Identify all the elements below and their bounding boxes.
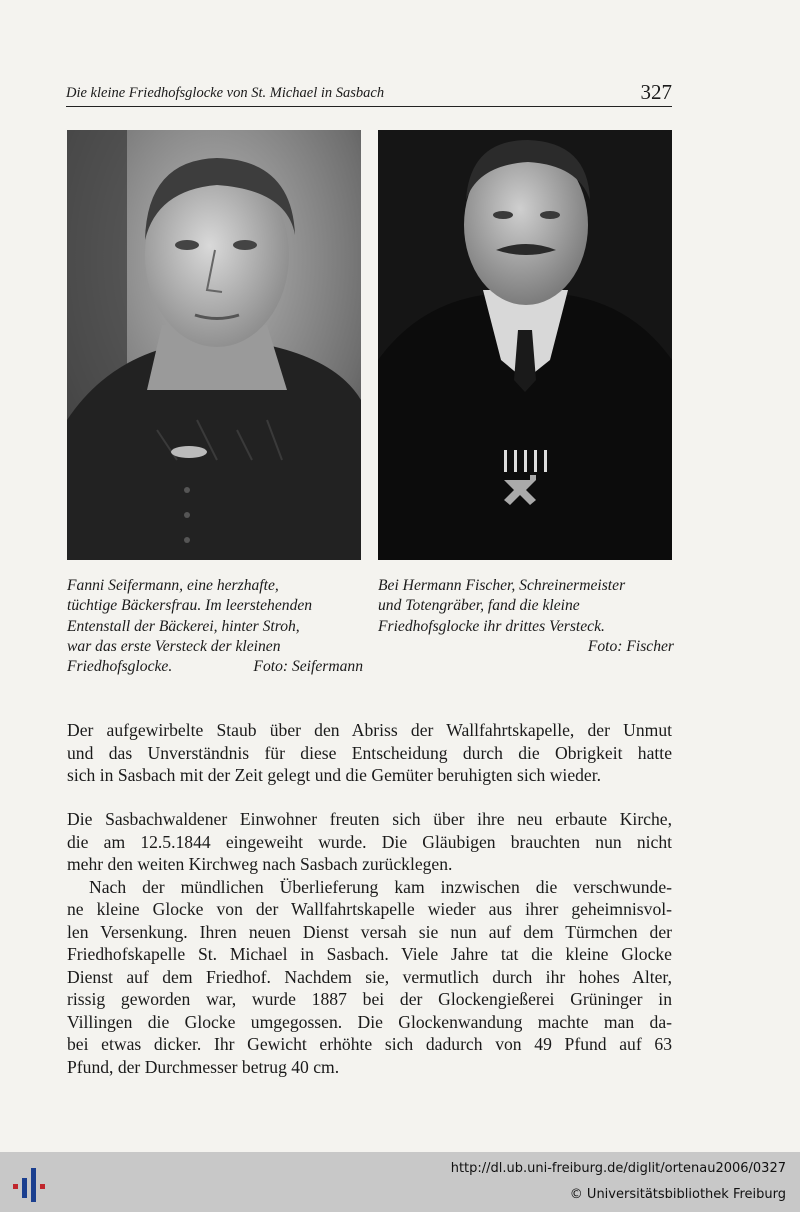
photo-credit: Foto: Fischer — [587, 637, 674, 655]
text-line: len Versenkung. Ihren neuen Dienst versah sie nun auf dem Türmchen der — [67, 921, 672, 942]
text-line: und das Unverständnis für diese Entscheidung durch die Obrigkeit hatte — [67, 742, 672, 763]
caption-line: Friedhofsglocke. — [67, 658, 173, 676]
text-line: die am 12.5.1844 eingeweiht wurde. Die Gläubigen brauchten nun nicht — [67, 831, 672, 852]
running-title: Die kleine Friedhofsglocke von St. Michael in Sasbach — [66, 85, 385, 101]
library-logo-icon — [10, 1162, 52, 1204]
page-number: 327 — [640, 80, 672, 104]
paragraph — [67, 808, 672, 1078]
caption-line: Fanni Seifermann, eine herzhafte, — [67, 577, 279, 594]
text-line: Friedhofskapelle St. Michael in Sasbach. Viele Jahre tat die kleine Glocke — [67, 944, 672, 964]
running-header — [66, 82, 672, 107]
library-footer — [0, 1152, 800, 1212]
caption-line: tüchtige Bäckersfrau. Im leerstehenden — [67, 597, 313, 615]
text-line: Die Sasbachwaldener Einwohner freuten sich über ihre neu erbaute Kirche, — [67, 809, 672, 829]
caption-line: war das erste Versteck der kleinen — [67, 637, 281, 655]
photo-man-portrait — [378, 130, 672, 560]
caption-left — [67, 576, 363, 677]
photo-woman-portrait — [67, 130, 361, 560]
text-line: Der aufgewirbelte Staub über den Abriss der Wallfahrtskapelle, der Unmut — [67, 720, 672, 740]
caption-line: und Totengräber, fand die kleine — [378, 597, 580, 615]
photo-credit: Foto: Seifermann — [253, 658, 363, 676]
text-line: rissig geworden war, wurde 1887 bei der Glockengießerei Grüninger in — [67, 989, 672, 1009]
text-line: sich in Sasbach mit der Zeit gelegt und die Gemüter beruhigten sich wieder. — [67, 765, 602, 785]
caption-line: Entenstall der Bäckerei, hinter Stroh, — [67, 617, 300, 635]
copyright-notice: © Universitätsbibliothek Freiburg — [569, 1187, 786, 1202]
text-line: bei etwas dicker. Ihr Gewicht erhöhte sich dadurch von 49 Pfund auf 63 — [67, 1034, 672, 1054]
text-line: mehr den weiten Kirchweg nach Sasbach zurücklegen. — [67, 854, 453, 874]
text-line: Nach der mündlichen Überlieferung kam inzwischen die verschwunde- — [89, 876, 672, 897]
caption-line: Friedhofsglocke ihr drittes Versteck. — [378, 617, 605, 635]
caption-line: Bei Hermann Fischer, Schreinermeister — [378, 577, 626, 594]
source-url-link[interactable]: http://dl.ub.uni-freiburg.de/diglit/ortenau2006/0327 — [450, 1161, 786, 1176]
text-line: Dienst auf dem Friedhof. Nachdem sie, vermutlich durch ihr hohes Alter, — [67, 966, 672, 987]
text-line: Villingen die Glocke umgegossen. Die Glockenwandung machte man da- — [67, 1011, 672, 1032]
text-line: ne kleine Glocke von der Wallfahrtskapelle wieder aus ihrer geheimnisvol- — [67, 899, 672, 919]
text-line: Pfund, der Durchmesser betrug 40 cm. — [67, 1056, 340, 1077]
caption-right — [378, 576, 674, 657]
paragraph — [67, 719, 672, 787]
